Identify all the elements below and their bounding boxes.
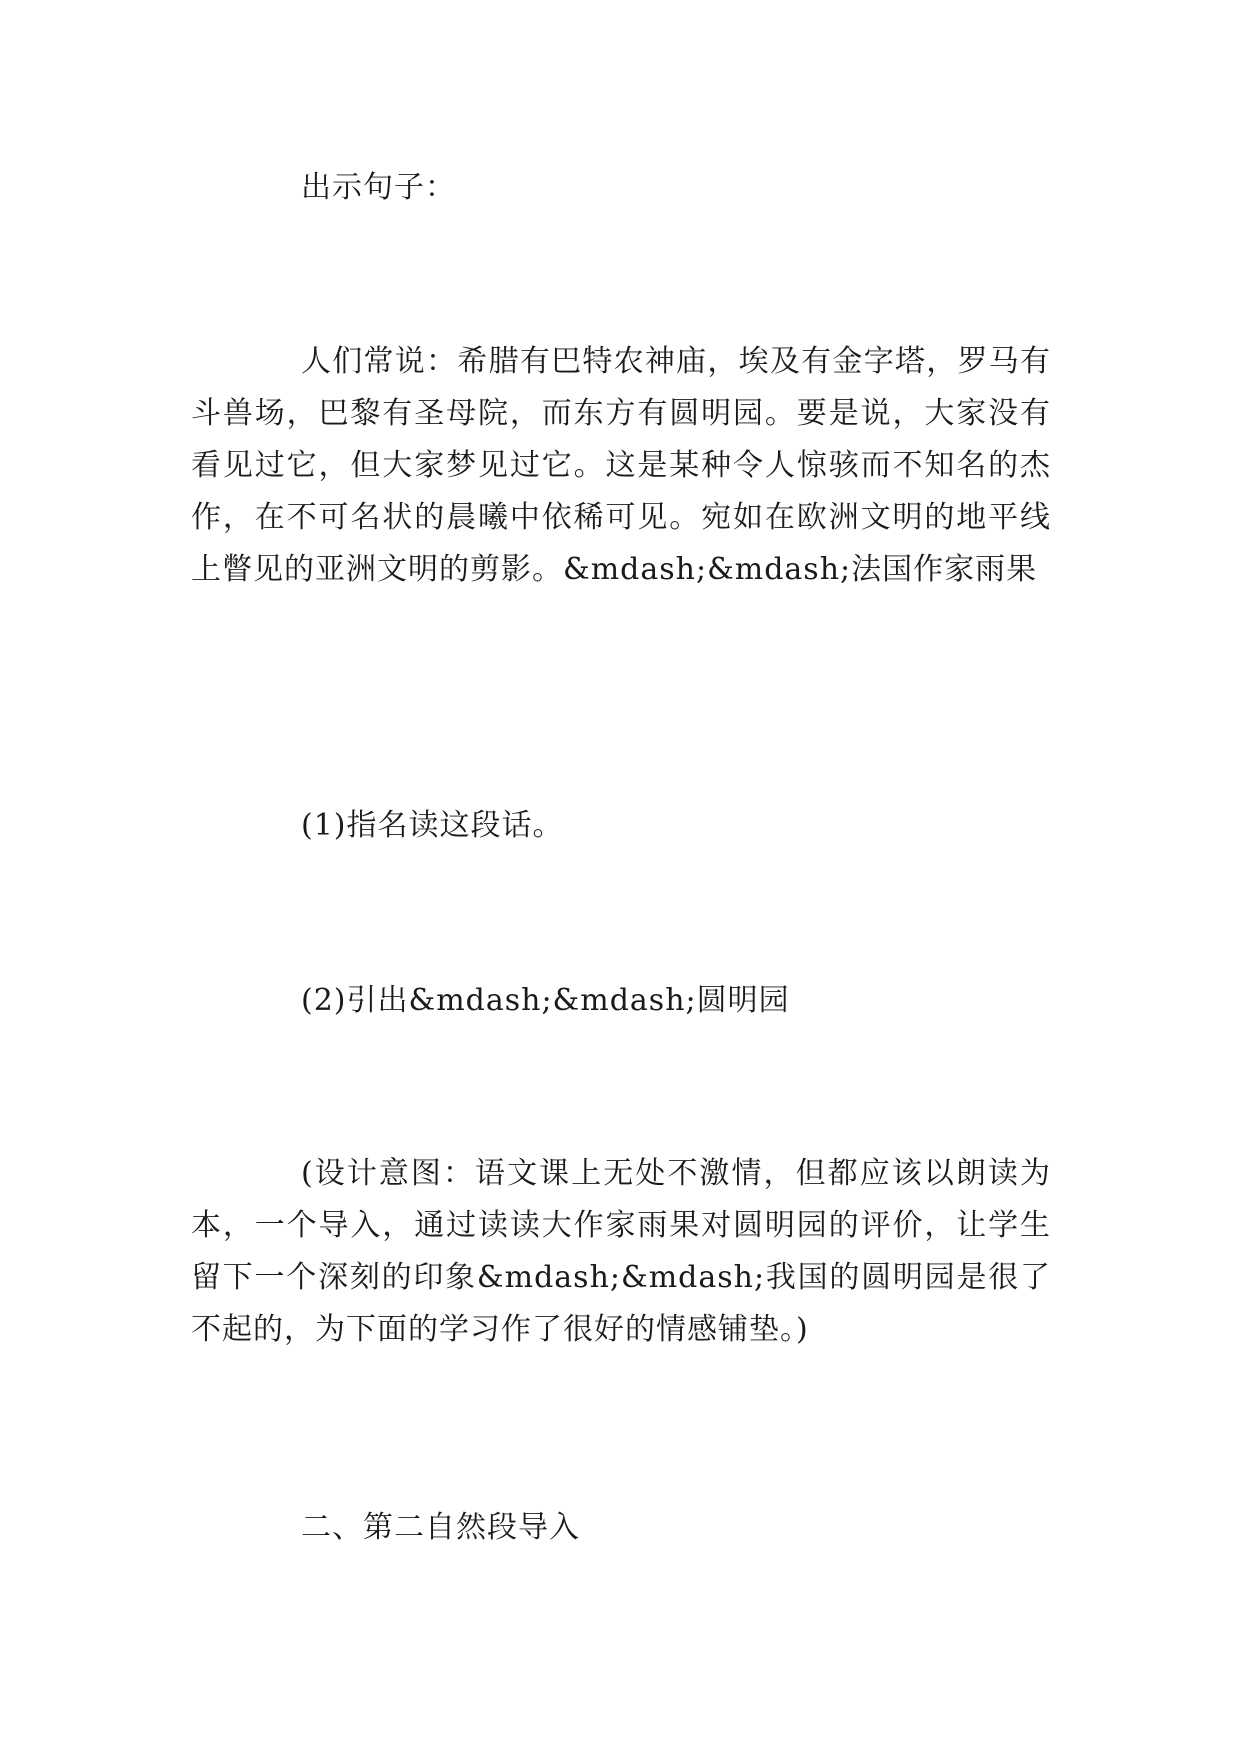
paragraph-show-sentence: 出示句子： (301, 170, 456, 205)
section-heading-2: 二、第二自然段导入 (301, 1510, 580, 1545)
paragraph-step-2: (2)引出&mdash;&mdash;圆明园 (301, 983, 790, 1018)
paragraph-design-intent: (设计意图：语文课上无处不激情，但都应该以朗读为本，一个导入，通过读读大作家雨果对圆明园的评价，让学生留下一个深刻的印象&mdash;&mdash;我国的圆明园是很了不起的，为下面的学习作了很好的情感铺垫。) (191, 1156, 1051, 1347)
paragraph-step-1: (1)指名读这段话。 (301, 808, 564, 843)
paragraph-hugo-quote: 人们常说：希腊有巴特农神庙，埃及有金字塔，罗马有斗兽场，巴黎有圣母院，而东方有圆明园。要是说，大家没有看见过它，但大家梦见过它。这是某种令人惊骇而不知名的杰作，在不可名状的晨曦中依稀可见。宛如在欧洲文明的地平线上瞥见的亚洲文明的剪影。&mdash;&mdash;法国作家雨果 (191, 344, 1051, 587)
